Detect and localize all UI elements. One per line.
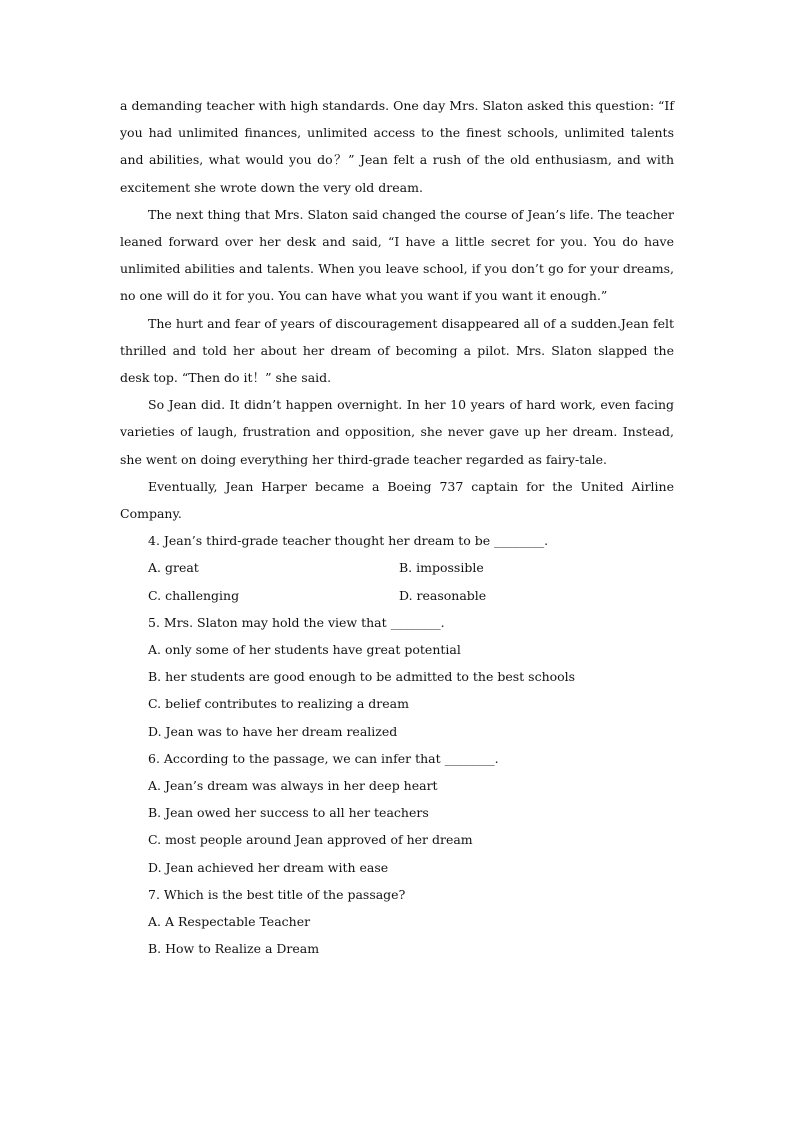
question-5-option-b: B. her students are good enough to be admitted to the best schools [148, 669, 576, 685]
question-4-stem: 4. Jean’s third-grade teacher thought her dream to be ________. [148, 533, 549, 549]
question-4 [120, 527, 674, 609]
question-4-option-d: D. reasonable [399, 587, 487, 603]
question-5-option-d: D. Jean was to have her dream realized [148, 723, 398, 739]
question-5 [120, 609, 674, 745]
question-4-option-b: B. impossible [399, 560, 484, 576]
question-4-options-row-1 [120, 554, 674, 581]
passage-paragraph-1: a demanding teacher with high standards. One day Mrs. Slaton asked this question: “If you had unlimited finances, unlimited access to the finest schools, unlimited talents and abilities, what would you do？” Jean felt a rush of the old enthusiasm, and with excitement she wrote down the very old dream. [120, 98, 674, 195]
question-5-stem: 5. Mrs. Slaton may hold the view that ________. [148, 614, 445, 630]
question-6 [120, 745, 674, 881]
question-7-stem: 7. Which is the best title of the passage? [148, 886, 406, 902]
question-5-option-a: A. only some of her students have great potential [148, 642, 461, 658]
document-page [120, 92, 674, 963]
question-6-option-c: C. most people around Jean approved of her dream [148, 832, 473, 848]
passage-paragraph-3: The hurt and fear of years of discouragement disappeared all of a sudden.Jean felt thrilled and told her about her dream of becoming a pilot. Mrs. Slaton slapped the desk top. “Then do it！” she said. [120, 315, 674, 386]
passage-paragraph-4: So Jean did. It didn’t happen overnight. In her 10 years of hard work, even facing varieties of laugh, frustration and opposition, she never gave up her dream. Instead, she went on doing everything her third-grade teacher regarded as fairy-tale. [120, 397, 674, 467]
question-6-option-a: A. Jean’s dream was always in her deep heart [148, 778, 438, 794]
question-4-options-row-2 [120, 582, 674, 609]
question-4-option-c: C. challenging [148, 587, 240, 603]
question-6-stem: 6. According to the passage, we can infer that ________. [148, 750, 499, 766]
passage-paragraph-2: The next thing that Mrs. Slaton said changed the course of Jean’s life. The teacher leaned forward over her desk and said, “I have a little secret for you. You do have unlimited abilities and talents. When you leave school, if you don’t go for your dreams, no one will do it for you. You can have what you want if you want it enough.” [120, 206, 674, 304]
question-7-option-b: B. How to Realize a Dream [148, 941, 320, 957]
passage-paragraph-5: Eventually, Jean Harper became a Boeing 737 captain for the United Airline Company. [120, 478, 674, 522]
question-5-option-c: C. belief contributes to realizing a dream [148, 696, 409, 712]
question-7-option-a: A. A Respectable Teacher [148, 914, 311, 930]
question-4-option-a: A. great [148, 560, 199, 576]
question-6-option-d: D. Jean achieved her dream with ease [148, 859, 389, 875]
question-6-option-b: B. Jean owed her success to all her teachers [148, 805, 429, 821]
question-7 [120, 881, 674, 963]
